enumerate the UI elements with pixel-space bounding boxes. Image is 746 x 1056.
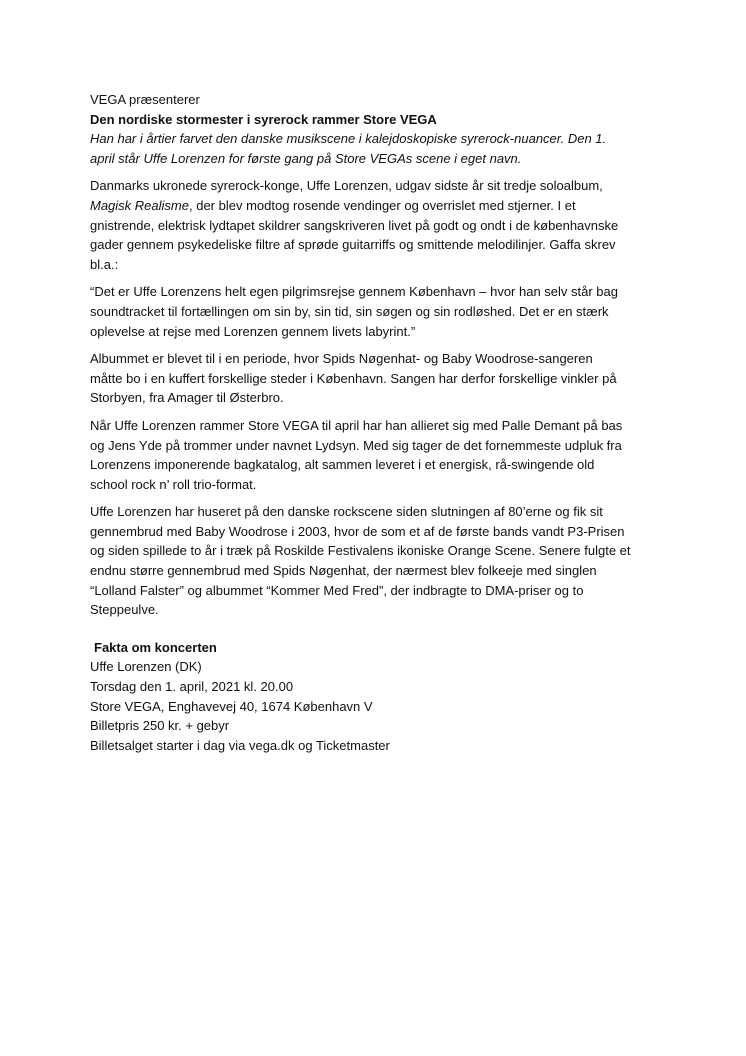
paragraph-4 bbox=[90, 416, 670, 494]
p1-line-2-rest: , der blev modtog rosende vendinger og overrislet med stjerner. I et bbox=[188, 197, 576, 213]
p3-line-1: Albummet er blevet til i en periode, hvor Spids Nøgenhat- og Baby Woodrose-sangeren bbox=[90, 351, 593, 367]
p5-line-2: gennembrud med Baby Woodrose i 2003, hvor de som et af de første bands vandt P3-Prisen bbox=[90, 523, 625, 539]
p1-line-5: bl.a.: bbox=[90, 256, 119, 272]
p5-line-4: endnu større gennembrud med Spids Nøgenhat, der nærmest blev folkeeje med singlen bbox=[90, 563, 597, 579]
p5-line-3: og siden spillede to år i træk på Roskilde Festivalens ikoniske Orange Scene. Senere fulgte et bbox=[90, 543, 631, 559]
p1-line-1: Danmarks ukronede syrerock-konge, Uffe Lorenzen, udgav sidste år sit tredje soloalbum, bbox=[90, 178, 603, 194]
p1-line-2 bbox=[90, 196, 670, 216]
p5-line-6: Steppeulve. bbox=[90, 602, 159, 618]
p1-line-4: gader gennem psykedeliske filtre af sprøde guitarriffs og smittende melodilinjer. Gaffa skrev bbox=[90, 237, 616, 253]
headline: Den nordiske stormester i syrerock rammer Store VEGA bbox=[90, 111, 437, 127]
header-block bbox=[90, 90, 670, 168]
fact-artist: Uffe Lorenzen (DK) bbox=[90, 659, 202, 675]
album-title: Magisk Realisme bbox=[90, 197, 189, 213]
p4-line-3: Lorenzens imponerende bagkatalog, alt sammen leveret i et energisk, rå-swingende old bbox=[90, 457, 595, 473]
quote-line-2: soundtracket til fortællingen om sin by, sin tid, sin søgen og sin rodløshed. Det er en stærk bbox=[90, 303, 609, 319]
facts-heading: Fakta om koncerten bbox=[94, 639, 217, 655]
p4-line-2: og Jens Yde på trommer under navnet Lydsyn. Med sig tager de det fornemmeste udpluk fra bbox=[90, 437, 622, 453]
paragraph-5 bbox=[90, 502, 670, 620]
quote-line-1: “Det er Uffe Lorenzens helt egen pilgrimsrejse gennem København – hvor han selv står bag bbox=[90, 284, 618, 300]
lead-line-2: april står Uffe Lorenzen for første gang på Store VEGAs scene i eget navn. bbox=[90, 150, 522, 166]
quote-paragraph bbox=[90, 282, 670, 341]
p4-line-4: school rock n’ roll trio-format. bbox=[90, 476, 257, 492]
quote-line-3: oplevelse at rejse med Lorenzen gennem livets labyrint.” bbox=[90, 323, 416, 339]
p1-line-3: gnistrende, elektrisk lydtapet skildrer sangskriveren livet på godt og ondt i de københavnske bbox=[90, 217, 619, 233]
fact-date: Torsdag den 1. april, 2021 kl. 20.00 bbox=[90, 679, 294, 695]
fact-sales: Billetsalget starter i dag via vega.dk og Ticketmaster bbox=[90, 737, 390, 753]
fact-venue: Store VEGA, Enghavevej 40, 1674 København V bbox=[90, 698, 373, 714]
p5-line-1: Uffe Lorenzen har huseret på den danske rockscene siden slutningen af 80’erne og fik sit bbox=[90, 504, 603, 520]
facts-block bbox=[90, 638, 670, 756]
paragraph-1 bbox=[90, 176, 670, 274]
paragraph-3 bbox=[90, 349, 670, 408]
p4-line-1: Når Uffe Lorenzen rammer Store VEGA til april har han allieret sig med Palle Demant på bas bbox=[90, 417, 623, 433]
p3-line-3: Storbyen, fra Amager til Østerbro. bbox=[90, 390, 284, 406]
fact-price: Billetpris 250 kr. + gebyr bbox=[90, 718, 230, 734]
press-release bbox=[90, 90, 670, 755]
lead-line-1: Han har i årtier farvet den danske musikscene i kalejdoskopiske syrerock-nuancer. Den 1. bbox=[90, 131, 607, 147]
p3-line-2: måtte bo i en kuffert forskellige steder i København. Sangen har derfor forskellige vinkler på bbox=[90, 370, 617, 386]
p5-line-5: “Lolland Falster” og albummet “Kommer Med Fred”, der indbragte to DMA-priser og to bbox=[90, 582, 584, 598]
kicker: VEGA præsenterer bbox=[90, 92, 200, 107]
